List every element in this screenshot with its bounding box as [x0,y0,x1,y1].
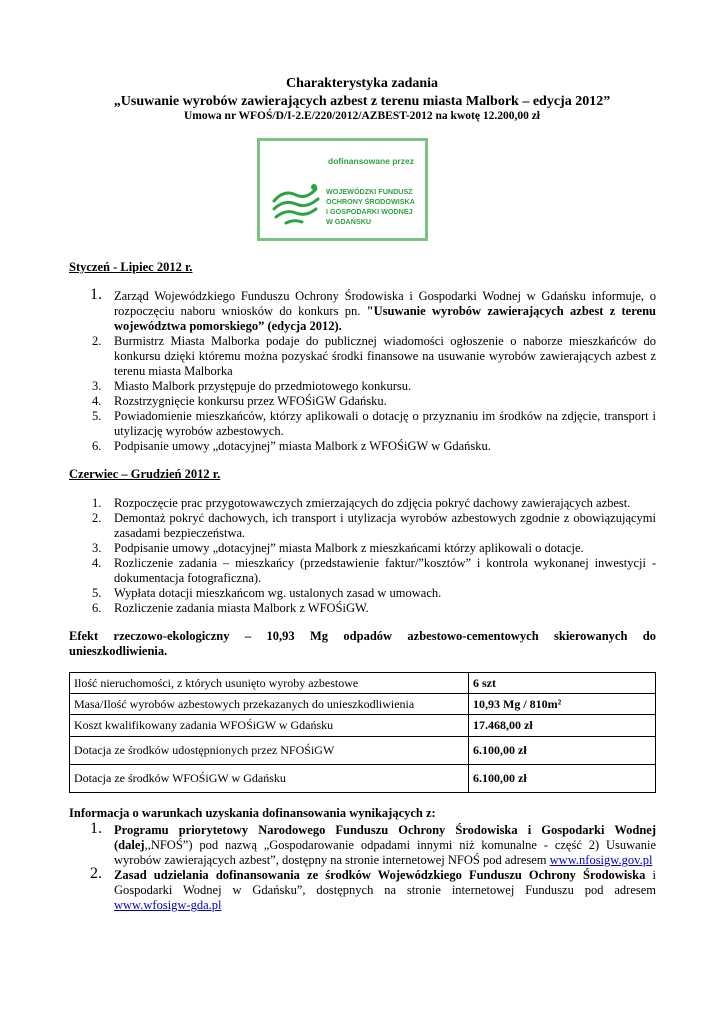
section1-heading: Styczeń - Lipiec 2012 r. [69,260,193,274]
list-item: 1. Zarząd Wojewódzkiego Funduszu Ochrony Środowiska i Gospodarki Wodnej w Gdańsku informuje, o rozpoczęciu naboru wniosków do konkurs pn. "Usuwanie wyrobów zawierających azbest z terenu województwa pomorskiego” (edycja 2012). [90,286,656,333]
table-cell-value: 6 szt [469,673,656,694]
table-cell-value: 6.100,00 zł [469,765,656,793]
list-item: 5. Powiadomienie mieszkańców, którzy aplikowali o dotację o przyznaniu im środków na zdjęcie, transport i utylizację wyrobów azbestowych. [92,409,656,438]
list-item: 4. Rozstrzygnięcie konkursu przez WFOŚiGW Gdańsku. [92,394,387,408]
nfosigw-link[interactable]: www.nfosigw.gov.pl [549,853,653,867]
list-item: 3. Miasto Malbork przystępuje do przedmiotowego konkursu. [92,379,412,393]
document-subtitle: „Usuwanie wyrobów zawierających azbest z terenu miasta Malbork – edycja 2012” [113,94,611,109]
table-row [70,737,656,765]
table-cell-label: Dotacja ze środków WFOŚiGW w Gdańsku [70,765,469,793]
section2-heading: Czerwiec – Grudzień 2012 r. [69,467,221,481]
table-row [70,765,656,793]
list-item: 5. Wypłata dotacji mieszkańcom wg. ustalonych zasad w umowach. [92,586,442,600]
table-cell-value: 10,93 Mg / 810m² [469,694,656,715]
table-row [70,673,656,694]
info-heading: Informacja o warunkach uzyskania dofinansowania wynikających z: [69,806,436,820]
table-row [70,694,656,715]
list-item: 1. Rozpoczęcie prac przygotowawczych zmierzających do zdjęcia pokryć dachowy zawierających azbest. [92,496,631,510]
list-item: 4. Rozliczenie zadania – mieszkańcy (przedstawienie faktur/”kosztów” i kontrola wykonanej inwestycji - dokumentacja fotograficzna). [92,556,656,585]
table-cell-label: Koszt kwalifikowany zadania WFOŚiGW w Gdańsku [70,715,469,737]
list-item: 2. Demontaż pokryć dachowych, ich transport i utylizacja wyrobów azbestowych zgodnie z obowiązującymi zasadami bezpieczeństwa. [92,511,656,540]
list-item: 1. Programu priorytetowy Narodowego Funduszu Ochrony Środowiska i Gospodarki Wodnej (dalej,,NFOŚ”) pod nazwą „Gospodarowanie odpadami innymi niż komunalne - część 2) Usuwanie wyrobów zawierających azbest”, dostępny na stronie internetowej NFOŚ pod adresem www.nfosigw.gov.pl [90,820,656,867]
table-cell-label: Ilość nieruchomości, z których usunięto wyroby azbestowe [70,673,469,694]
document-title: Charakterystyka zadania [285,76,439,91]
list-item: 6. Podpisanie umowy „dotacyjnej” miasta Malbork z WFOŚiGW w Gdańsku. [92,439,491,453]
table-row [70,715,656,737]
list-item: 3. Podpisanie umowy „dotacyjnej” miasta Malbork z mieszkańcami którzy aplikowali o dotacje. [92,541,584,555]
table-cell-value: 6.100,00 zł [469,737,656,765]
list-item: 6. Rozliczenie zadania miasta Malbork z WFOŚiGW. [92,601,369,615]
section1-list [69,286,656,454]
list-item: 2. Burmistrz Miasta Malborka podaje do publicznej wiadomości ogłoszenie o naborze mieszkańców do konkursu dzięki któremu można pozyskać środki finansowe na usuwanie wyrobów zawierających azbest z terenu miasta Malborka [92,334,656,378]
wave-bird-icon [270,181,322,225]
agreement-line: Umowa nr WFOŚ/D/I-2.E/220/2012/AZBEST-2012 na kwotę 12.200,00 zł [183,110,540,122]
logo-top-text: dofinansowane przez [328,156,414,166]
wfosigw-link[interactable]: www.wfosigw-gda.pl [114,898,222,912]
table-cell-value: 17.468,00 zł [469,715,656,737]
funding-logo [257,138,428,241]
ecological-effect: Efekt rzeczowo-ekologiczny – 10,93 Mg odpadów azbestowo-cementowych skierowanych do unieszkodliwienia. [69,629,656,658]
table-cell-label: Masa/Ilość wyrobów azbestowych przekazanych do unieszkodliwienia [70,694,469,715]
section2-list [69,496,656,616]
summary-table [69,672,656,793]
info-list [69,820,656,913]
logo-name: WOJEWÓDZKI FUNDUSZ OCHRONY ŚRODOWISKA I GOSPODARKI WODNEJ W GDAŃSKU [326,187,415,226]
table-cell-label: Dotacja ze środków udostępnionych przez NFOŚiGW [70,737,469,765]
list-item: 2. Zasad udzielania dofinansowania ze środków Wojewódzkiego Funduszu Ochrony Środowiska i Gospodarki Wodnej w Gdańsku”, dostępnych na stronie internetowej Funduszu pod adresem www.wfosigw-gda.pl [90,865,656,912]
